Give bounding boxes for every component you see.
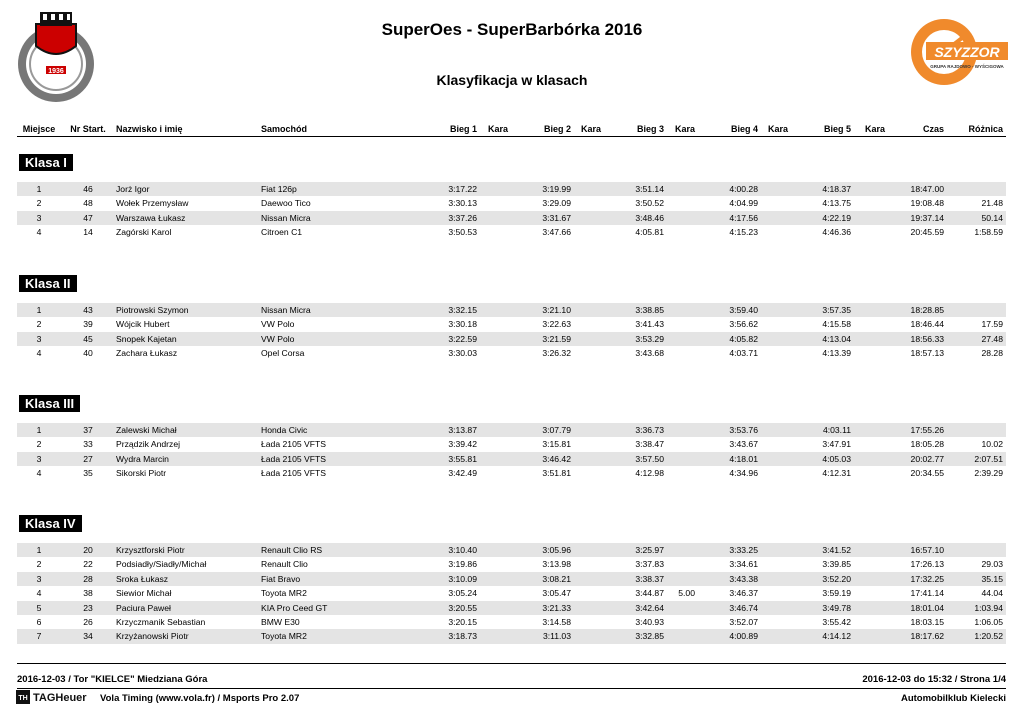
cell-diff: 10.02 (981, 439, 1003, 450)
cell-car: Toyota MR2 (261, 631, 307, 642)
column-header-start: Nr Start. (70, 124, 106, 134)
cell-diff: 44.04 (981, 588, 1003, 599)
cell-name: Podsiadły/Siadły/Michał (116, 559, 207, 570)
cell-time: 18:46.44 (910, 319, 944, 330)
cell-b3: 3:50.52 (635, 198, 664, 209)
cell-place: 1 (36, 425, 42, 435)
cell-time: 18:28.85 (910, 305, 944, 315)
cell-start: 45 (83, 333, 93, 344)
cell-b5: 4:46.36 (822, 227, 851, 238)
cell-car: Renault Clio RS (261, 545, 323, 555)
cell-place: 6 (36, 617, 42, 627)
cell-diff: 27.48 (981, 333, 1003, 344)
footer-date-venue: 2016-12-03 / Tor "KIELCE" Miedziana Góra (17, 674, 208, 685)
cell-diff: 17.59 (981, 319, 1003, 330)
cell-b3: 4:05.81 (635, 227, 664, 238)
cell-b2: 3:51.81 (542, 468, 571, 479)
cell-time: 18:01.04 (910, 602, 944, 613)
footer-organizer: Automobilklub Kielecki (900, 693, 1006, 704)
cell-place: 5 (36, 602, 42, 613)
column-header-time: Czas (922, 124, 944, 134)
cell-diff: 1:03.94 (974, 602, 1003, 613)
cell-b4: 4:04.99 (729, 198, 758, 209)
cell-name: Wołek Przemysław (116, 198, 189, 209)
cell-b1: 3:10.40 (448, 545, 477, 555)
cell-name: Zachara Łukasz (116, 348, 178, 359)
cell-car: KIA Pro Ceed GT (261, 602, 328, 613)
column-header-k3: Kara (674, 124, 695, 134)
cell-time: 17:55.26 (910, 425, 944, 435)
cell-b4: 3:56.62 (729, 319, 758, 330)
class-heading: Klasa II (19, 275, 77, 292)
cell-b1: 3:37.26 (448, 212, 477, 223)
cell-b5: 3:55.42 (822, 617, 851, 627)
cell-b2: 3:13.98 (542, 559, 571, 570)
cell-time: 20:34.55 (910, 468, 944, 479)
cell-b3: 3:48.46 (635, 212, 664, 223)
cell-b2: 3:05.96 (542, 545, 571, 555)
cell-place: 4 (36, 348, 42, 359)
cell-b4: 3:43.38 (729, 573, 758, 584)
cell-name: Prządzik Andrzej (116, 439, 181, 450)
cell-b3: 3:43.68 (635, 348, 664, 359)
cell-b3: 3:38.85 (635, 305, 664, 315)
cell-time: 18:56.33 (910, 333, 944, 344)
cell-car: Citroen C1 (261, 227, 303, 238)
table-row (17, 182, 1006, 196)
class-heading: Klasa III (19, 395, 80, 412)
cell-name: Zagórski Karol (116, 227, 172, 238)
cell-b2: 3:21.10 (542, 305, 571, 315)
cell-b3: 3:41.43 (635, 319, 664, 330)
cell-b3: 3:37.83 (635, 559, 664, 570)
cell-time: 17:32.25 (910, 573, 944, 584)
cell-b3: 3:40.93 (635, 617, 664, 627)
column-header-b5: Bieg 5 (823, 124, 851, 134)
cell-b3: 3:53.29 (635, 333, 664, 344)
cell-name: Snopek Kajetan (116, 333, 177, 344)
cell-car: Fiat 126p (261, 184, 297, 194)
cell-time: 17:26.13 (910, 559, 944, 570)
cell-b2: 3:26.32 (542, 348, 571, 359)
cell-time: 18:05.28 (910, 439, 944, 450)
table-row (17, 423, 1006, 437)
table-row (17, 317, 1006, 331)
cell-b5: 4:13.39 (822, 348, 851, 359)
cell-start: 39 (83, 319, 93, 330)
cell-name: Wójcik Hubert (116, 319, 170, 330)
column-header-b1: Bieg 1 (449, 124, 477, 134)
table-row (17, 543, 1006, 557)
cell-b4: 3:53.76 (729, 425, 758, 435)
cell-k3: 5.00 (678, 588, 695, 599)
cell-b4: 4:00.89 (729, 631, 758, 642)
cell-time: 17:41.14 (910, 588, 944, 599)
cell-time: 19:37.14 (910, 212, 944, 223)
cell-place: 4 (36, 468, 42, 479)
column-header-car: Samochód (261, 124, 308, 134)
cell-b1: 3:50.53 (448, 227, 477, 238)
column-header-name: Nazwisko i imię (116, 124, 183, 134)
cell-b2: 3:22.63 (542, 319, 571, 330)
table-row (17, 211, 1006, 225)
cell-start: 23 (83, 602, 93, 613)
column-header-k2: Kara (580, 124, 601, 134)
cell-b1: 3:30.13 (448, 198, 477, 209)
cell-start: 34 (83, 631, 93, 642)
cell-b5: 4:18.37 (822, 184, 851, 194)
cell-b1: 3:19.86 (448, 559, 477, 570)
cell-b3: 3:25.97 (635, 545, 664, 555)
cell-diff: 1:20.52 (974, 631, 1003, 642)
cell-b1: 3:22.59 (448, 333, 477, 344)
cell-time: 18:03.15 (910, 617, 944, 627)
footer-page-info: 2016-12-03 do 15:32 / Strona 1/4 (862, 674, 1006, 685)
cell-start: 37 (83, 425, 93, 435)
cell-b3: 3:44.87 (635, 588, 664, 599)
cell-b3: 3:36.73 (635, 425, 664, 435)
cell-b4: 3:43.67 (729, 439, 758, 450)
cell-place: 4 (36, 227, 42, 238)
cell-b4: 3:52.07 (729, 617, 758, 627)
cell-start: 35 (83, 468, 93, 479)
cell-b2: 3:19.99 (542, 184, 571, 194)
table-row (17, 225, 1006, 239)
cell-b1: 3:32.15 (448, 305, 477, 315)
cell-b5: 3:57.35 (822, 305, 851, 315)
cell-start: 46 (83, 184, 93, 194)
cell-b2: 3:29.09 (542, 198, 571, 209)
cell-b4: 3:46.74 (729, 602, 758, 613)
cell-start: 47 (83, 212, 93, 223)
cell-b1: 3:55.81 (448, 453, 477, 464)
cell-b2: 3:15.81 (542, 439, 571, 450)
cell-place: 1 (36, 545, 42, 555)
table-row (17, 557, 1006, 571)
cell-name: Krzysztforski Piotr (116, 545, 185, 555)
column-header-b4: Bieg 4 (730, 124, 758, 134)
cell-name: Krzyczmanik Sebastian (116, 617, 206, 627)
cell-name: Zalewski Michał (116, 425, 177, 435)
cell-b4: 3:46.37 (729, 588, 758, 599)
page-subtitle: Klasyfikacja w klasach (436, 72, 588, 88)
cell-b1: 3:30.18 (448, 319, 477, 330)
cell-car: Łada 2105 VFTS (261, 439, 326, 450)
cell-b2: 3:46.42 (542, 453, 571, 464)
cell-start: 22 (83, 559, 93, 570)
cell-time: 16:57.10 (910, 545, 944, 555)
cell-diff: 1:58.59 (974, 227, 1003, 238)
cell-car: Toyota MR2 (261, 588, 307, 599)
cell-b5: 3:59.19 (822, 588, 851, 599)
cell-place: 3 (36, 333, 42, 344)
cell-b2: 3:21.33 (542, 602, 571, 613)
cell-b4: 4:03.71 (729, 348, 758, 359)
cell-b1: 3:30.03 (448, 348, 477, 359)
cell-b1: 3:17.22 (448, 184, 477, 194)
cell-b5: 3:39.85 (822, 559, 851, 570)
cell-name: Siewior Michał (116, 588, 172, 599)
footer-timing-credit: Vola Timing (www.vola.fr) / Msports Pro 2.07 (100, 693, 300, 704)
cell-b3: 3:42.64 (635, 602, 664, 613)
column-header-k5: Kara (864, 124, 885, 134)
cell-b4: 3:34.61 (729, 559, 758, 570)
cell-car: Renault Clio (261, 559, 308, 570)
cell-place: 2 (36, 439, 42, 450)
table-row (17, 586, 1006, 600)
cell-car: VW Polo (261, 319, 295, 330)
cell-place: 4 (36, 588, 42, 599)
cell-name: Warszawa Łukasz (116, 212, 186, 223)
table-row (17, 437, 1006, 451)
cell-start: 48 (83, 198, 93, 209)
table-row (17, 196, 1006, 210)
cell-b1: 3:05.24 (448, 588, 477, 599)
cell-b5: 4:22.19 (822, 212, 851, 223)
cell-b5: 4:13.04 (822, 333, 851, 344)
svg-text:GRUPA RAJDOWO - WYŚCIGOWA: GRUPA RAJDOWO - WYŚCIGOWA (930, 64, 1004, 69)
cell-start: 20 (83, 545, 93, 555)
footer-divider-2 (17, 688, 1006, 689)
cell-b2: 3:47.66 (542, 227, 571, 238)
cell-name: Paciura Paweł (116, 602, 171, 613)
cell-b3: 4:12.98 (635, 468, 664, 479)
table-row (17, 615, 1006, 629)
svg-text:TH: TH (18, 695, 28, 702)
column-header-place: Miejsce (22, 124, 56, 134)
cell-place: 1 (36, 305, 42, 315)
class-heading: Klasa IV (19, 515, 82, 532)
cell-start: 38 (83, 588, 93, 599)
cell-diff: 29.03 (981, 559, 1003, 570)
cell-b5: 4:12.31 (822, 468, 851, 479)
column-header-b2: Bieg 2 (543, 124, 571, 134)
cell-car: BMW E30 (261, 617, 300, 627)
cell-b1: 3:10.09 (448, 573, 477, 584)
cell-name: Sikorski Piotr (116, 468, 167, 479)
cell-b1: 3:39.42 (448, 439, 477, 450)
cell-b5: 4:13.75 (822, 198, 851, 209)
cell-place: 7 (36, 631, 42, 642)
cell-diff: 21.48 (981, 198, 1003, 209)
table-row (17, 346, 1006, 360)
cell-diff: 2:39.29 (974, 468, 1003, 479)
svg-text:SZYZZOR: SZYZZOR (934, 44, 1000, 60)
cell-place: 3 (36, 212, 42, 223)
cell-b2: 3:21.59 (542, 333, 571, 344)
cell-b4: 4:05.82 (729, 333, 758, 344)
cell-start: 40 (83, 348, 93, 359)
cell-time: 20:02.77 (910, 453, 944, 464)
cell-b3: 3:38.47 (635, 439, 664, 450)
cell-b4: 4:34.96 (729, 468, 758, 479)
cell-b3: 3:32.85 (635, 631, 664, 642)
cell-start: 33 (83, 439, 93, 450)
cell-car: Daewoo Tico (261, 198, 311, 209)
cell-start: 26 (83, 617, 93, 627)
cell-b4: 3:59.40 (729, 305, 758, 315)
cell-start: 28 (83, 573, 93, 584)
table-row (17, 601, 1006, 615)
cell-b2: 3:05.47 (542, 588, 571, 599)
cell-time: 18:47.00 (910, 184, 944, 194)
cell-start: 43 (83, 305, 93, 315)
cell-place: 2 (36, 198, 42, 209)
cell-diff: 1:06.05 (974, 617, 1003, 627)
cell-b1: 3:20.55 (448, 602, 477, 613)
table-row (17, 629, 1006, 643)
cell-b5: 3:52.20 (822, 573, 851, 584)
cell-b5: 4:05.03 (822, 453, 851, 464)
cell-b3: 3:38.37 (635, 573, 664, 584)
cell-diff: 2:07.51 (974, 453, 1003, 464)
table-row (17, 332, 1006, 346)
cell-b4: 4:00.28 (729, 184, 758, 194)
cell-b4: 4:17.56 (729, 212, 758, 223)
cell-place: 2 (36, 559, 42, 570)
cell-name: Jorż Igor (116, 184, 150, 194)
table-row (17, 466, 1006, 480)
cell-time: 20:45.59 (910, 227, 944, 238)
cell-name: Sroka Łukasz (116, 573, 169, 584)
cell-time: 18:57.13 (910, 348, 944, 359)
header-divider (17, 136, 1006, 137)
cell-time: 19:08.48 (910, 198, 944, 209)
cell-b1: 3:18.73 (448, 631, 477, 642)
column-header-diff: Różnica (968, 124, 1003, 134)
cell-b5: 3:41.52 (822, 545, 851, 555)
footer-divider (17, 663, 1006, 664)
cell-b2: 3:31.67 (542, 212, 571, 223)
cell-name: Piotrowski Szymon (116, 305, 189, 315)
svg-text:TAGHeuer: TAGHeuer (33, 692, 87, 704)
cell-b2: 3:11.03 (542, 631, 571, 642)
cell-b1: 3:42.49 (448, 468, 477, 479)
column-header-b3: Bieg 3 (636, 124, 664, 134)
cell-car: Nissan Micra (261, 305, 311, 315)
cell-start: 27 (83, 453, 93, 464)
cell-place: 2 (36, 319, 42, 330)
cell-place: 1 (36, 184, 42, 194)
svg-text:1936: 1936 (48, 68, 64, 75)
cell-car: Opel Corsa (261, 348, 305, 359)
cell-name: Wydra Marcin (116, 453, 169, 464)
tagheuer-logo (16, 689, 96, 705)
column-header-k4: Kara (767, 124, 788, 134)
cell-b2: 3:08.21 (542, 573, 571, 584)
cell-start: 14 (83, 227, 93, 238)
cell-name: Krzyżanowski Piotr (116, 631, 189, 642)
cell-b4: 3:33.25 (729, 545, 758, 555)
cell-b3: 3:57.50 (635, 453, 664, 464)
class-heading: Klasa I (19, 154, 73, 171)
cell-b2: 3:07.79 (542, 425, 571, 435)
cell-b5: 4:15.58 (822, 319, 851, 330)
cell-b5: 3:47.91 (822, 439, 851, 450)
cell-diff: 35.15 (981, 573, 1003, 584)
cell-car: Łada 2105 VFTS (261, 468, 326, 479)
cell-car: Honda Civic (261, 425, 308, 435)
cell-car: Łada 2105 VFTS (261, 453, 326, 464)
cell-b5: 3:49.78 (822, 602, 851, 613)
cell-car: Fiat Bravo (261, 573, 301, 584)
cell-b4: 4:15.23 (729, 227, 758, 238)
cell-car: VW Polo (261, 333, 295, 344)
cell-b4: 4:18.01 (729, 453, 758, 464)
cell-b5: 4:14.12 (822, 631, 851, 642)
cell-b1: 3:13.87 (448, 425, 477, 435)
cell-place: 3 (36, 453, 42, 464)
column-header-k1: Kara (487, 124, 508, 134)
cell-b2: 3:14.58 (542, 617, 571, 627)
page-title: SuperOes - SuperBarbórka 2016 (381, 20, 643, 39)
cell-place: 3 (36, 573, 42, 584)
cell-car: Nissan Micra (261, 212, 311, 223)
cell-time: 18:17.62 (910, 631, 944, 642)
cell-diff: 50.14 (981, 212, 1003, 223)
cell-b1: 3:20.15 (448, 617, 477, 627)
cell-b5: 4:03.11 (822, 425, 851, 435)
table-row (17, 452, 1006, 466)
cell-b3: 3:51.14 (635, 184, 664, 194)
table-row (17, 572, 1006, 586)
table-row (17, 303, 1006, 317)
cell-diff: 28.28 (981, 348, 1003, 359)
